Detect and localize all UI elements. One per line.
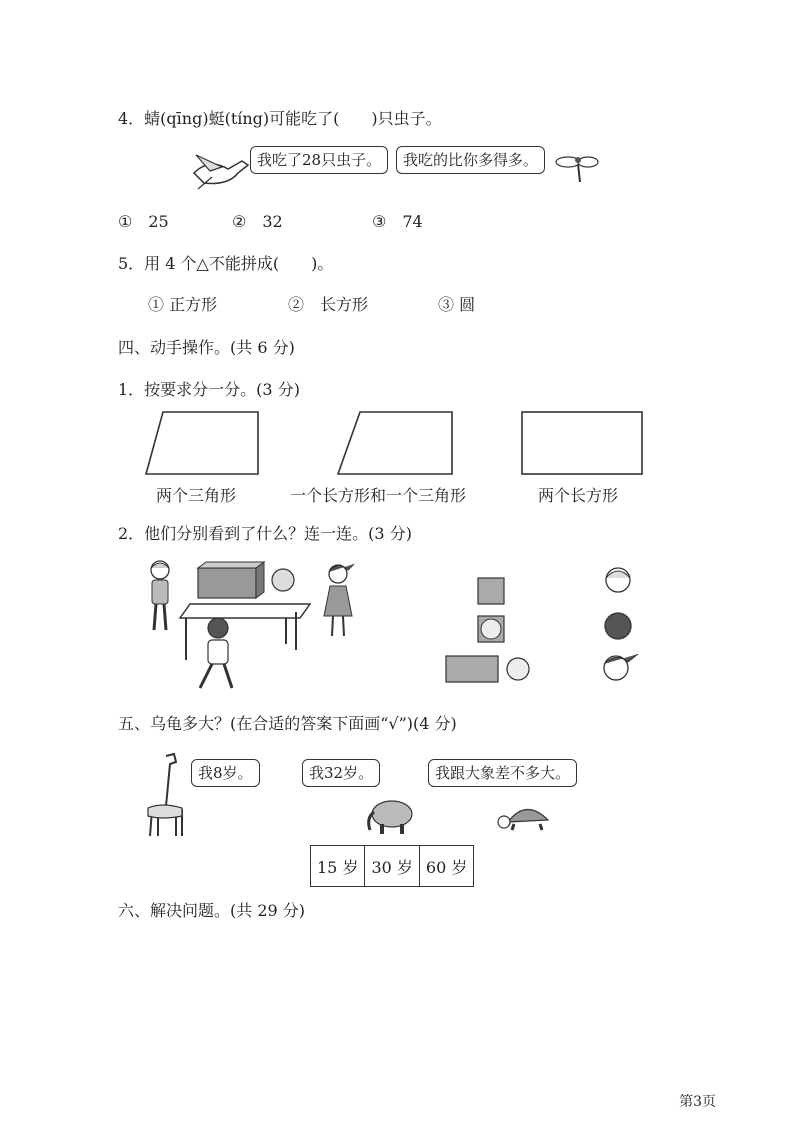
q5-option-2: ② 长方形	[288, 295, 369, 314]
children-heads-illustration	[596, 560, 646, 690]
section6-title: 六、解决问题。(共 29 分)	[118, 901, 306, 920]
bird-speech-bubble: 我吃了28只虫子。	[250, 146, 388, 174]
shape-label-3: 两个长方形	[538, 486, 619, 505]
giraffe-speech-bubble: 我8岁。	[191, 759, 260, 787]
parallelogram-shape-1	[140, 408, 266, 478]
section4-q2-label: 2．他们分别看到了什么？连一连。(3 分)	[118, 524, 412, 543]
turtle-illustration	[496, 800, 558, 834]
elephant-illustration	[364, 796, 416, 836]
bird-illustration	[192, 151, 252, 191]
section4-q1-label: 1．按要求分一分。(3 分)	[118, 380, 300, 399]
q4-label: 4．蜻(qīng)蜓(tíng)可能吃了( )只虫子。	[118, 109, 442, 128]
q4-option-2: ② 32	[232, 212, 283, 231]
views-illustration	[440, 574, 536, 686]
giraffe-illustration	[136, 750, 196, 840]
q4-option-1: ① 25	[118, 212, 169, 231]
children-viewing-table-illustration	[140, 556, 370, 696]
parallelogram-shape-2	[332, 408, 458, 478]
turtle-speech-bubble: 我跟大象差不多大。	[428, 759, 577, 787]
rectangle-shape	[518, 408, 648, 478]
q4-option-3: ③ 74	[372, 212, 423, 231]
view-rectangle	[446, 656, 498, 682]
view-square	[478, 578, 504, 604]
elephant-speech-bubble: 我32岁。	[302, 759, 380, 787]
q5-label: 5．用 4 个△不能拼成( )。	[118, 254, 334, 273]
dragonfly-illustration	[554, 148, 600, 184]
shape-label-1: 两个三角形	[156, 486, 237, 505]
shape-label-2: 一个长方形和一个三角形	[290, 486, 467, 505]
section4-title: 四、动手操作。(共 6 分)	[118, 338, 295, 357]
dragonfly-speech-bubble: 我吃的比你多得多。	[396, 146, 545, 174]
answer-cell-15[interactable]: 15 岁	[311, 846, 365, 887]
turtle-age-answer-table	[310, 845, 474, 887]
q5-option-3: ③ 圆	[438, 295, 476, 314]
q5-option-1: ① 正方形	[148, 295, 218, 314]
answer-cell-60[interactable]: 60 岁	[419, 846, 473, 887]
view-ball	[507, 658, 529, 680]
page-number: 第3页	[679, 1094, 716, 1110]
answer-cell-30[interactable]: 30 岁	[365, 846, 419, 887]
section5-title: 五、乌龟多大？(在合适的答案下面画“√”)(4 分)	[118, 714, 457, 733]
